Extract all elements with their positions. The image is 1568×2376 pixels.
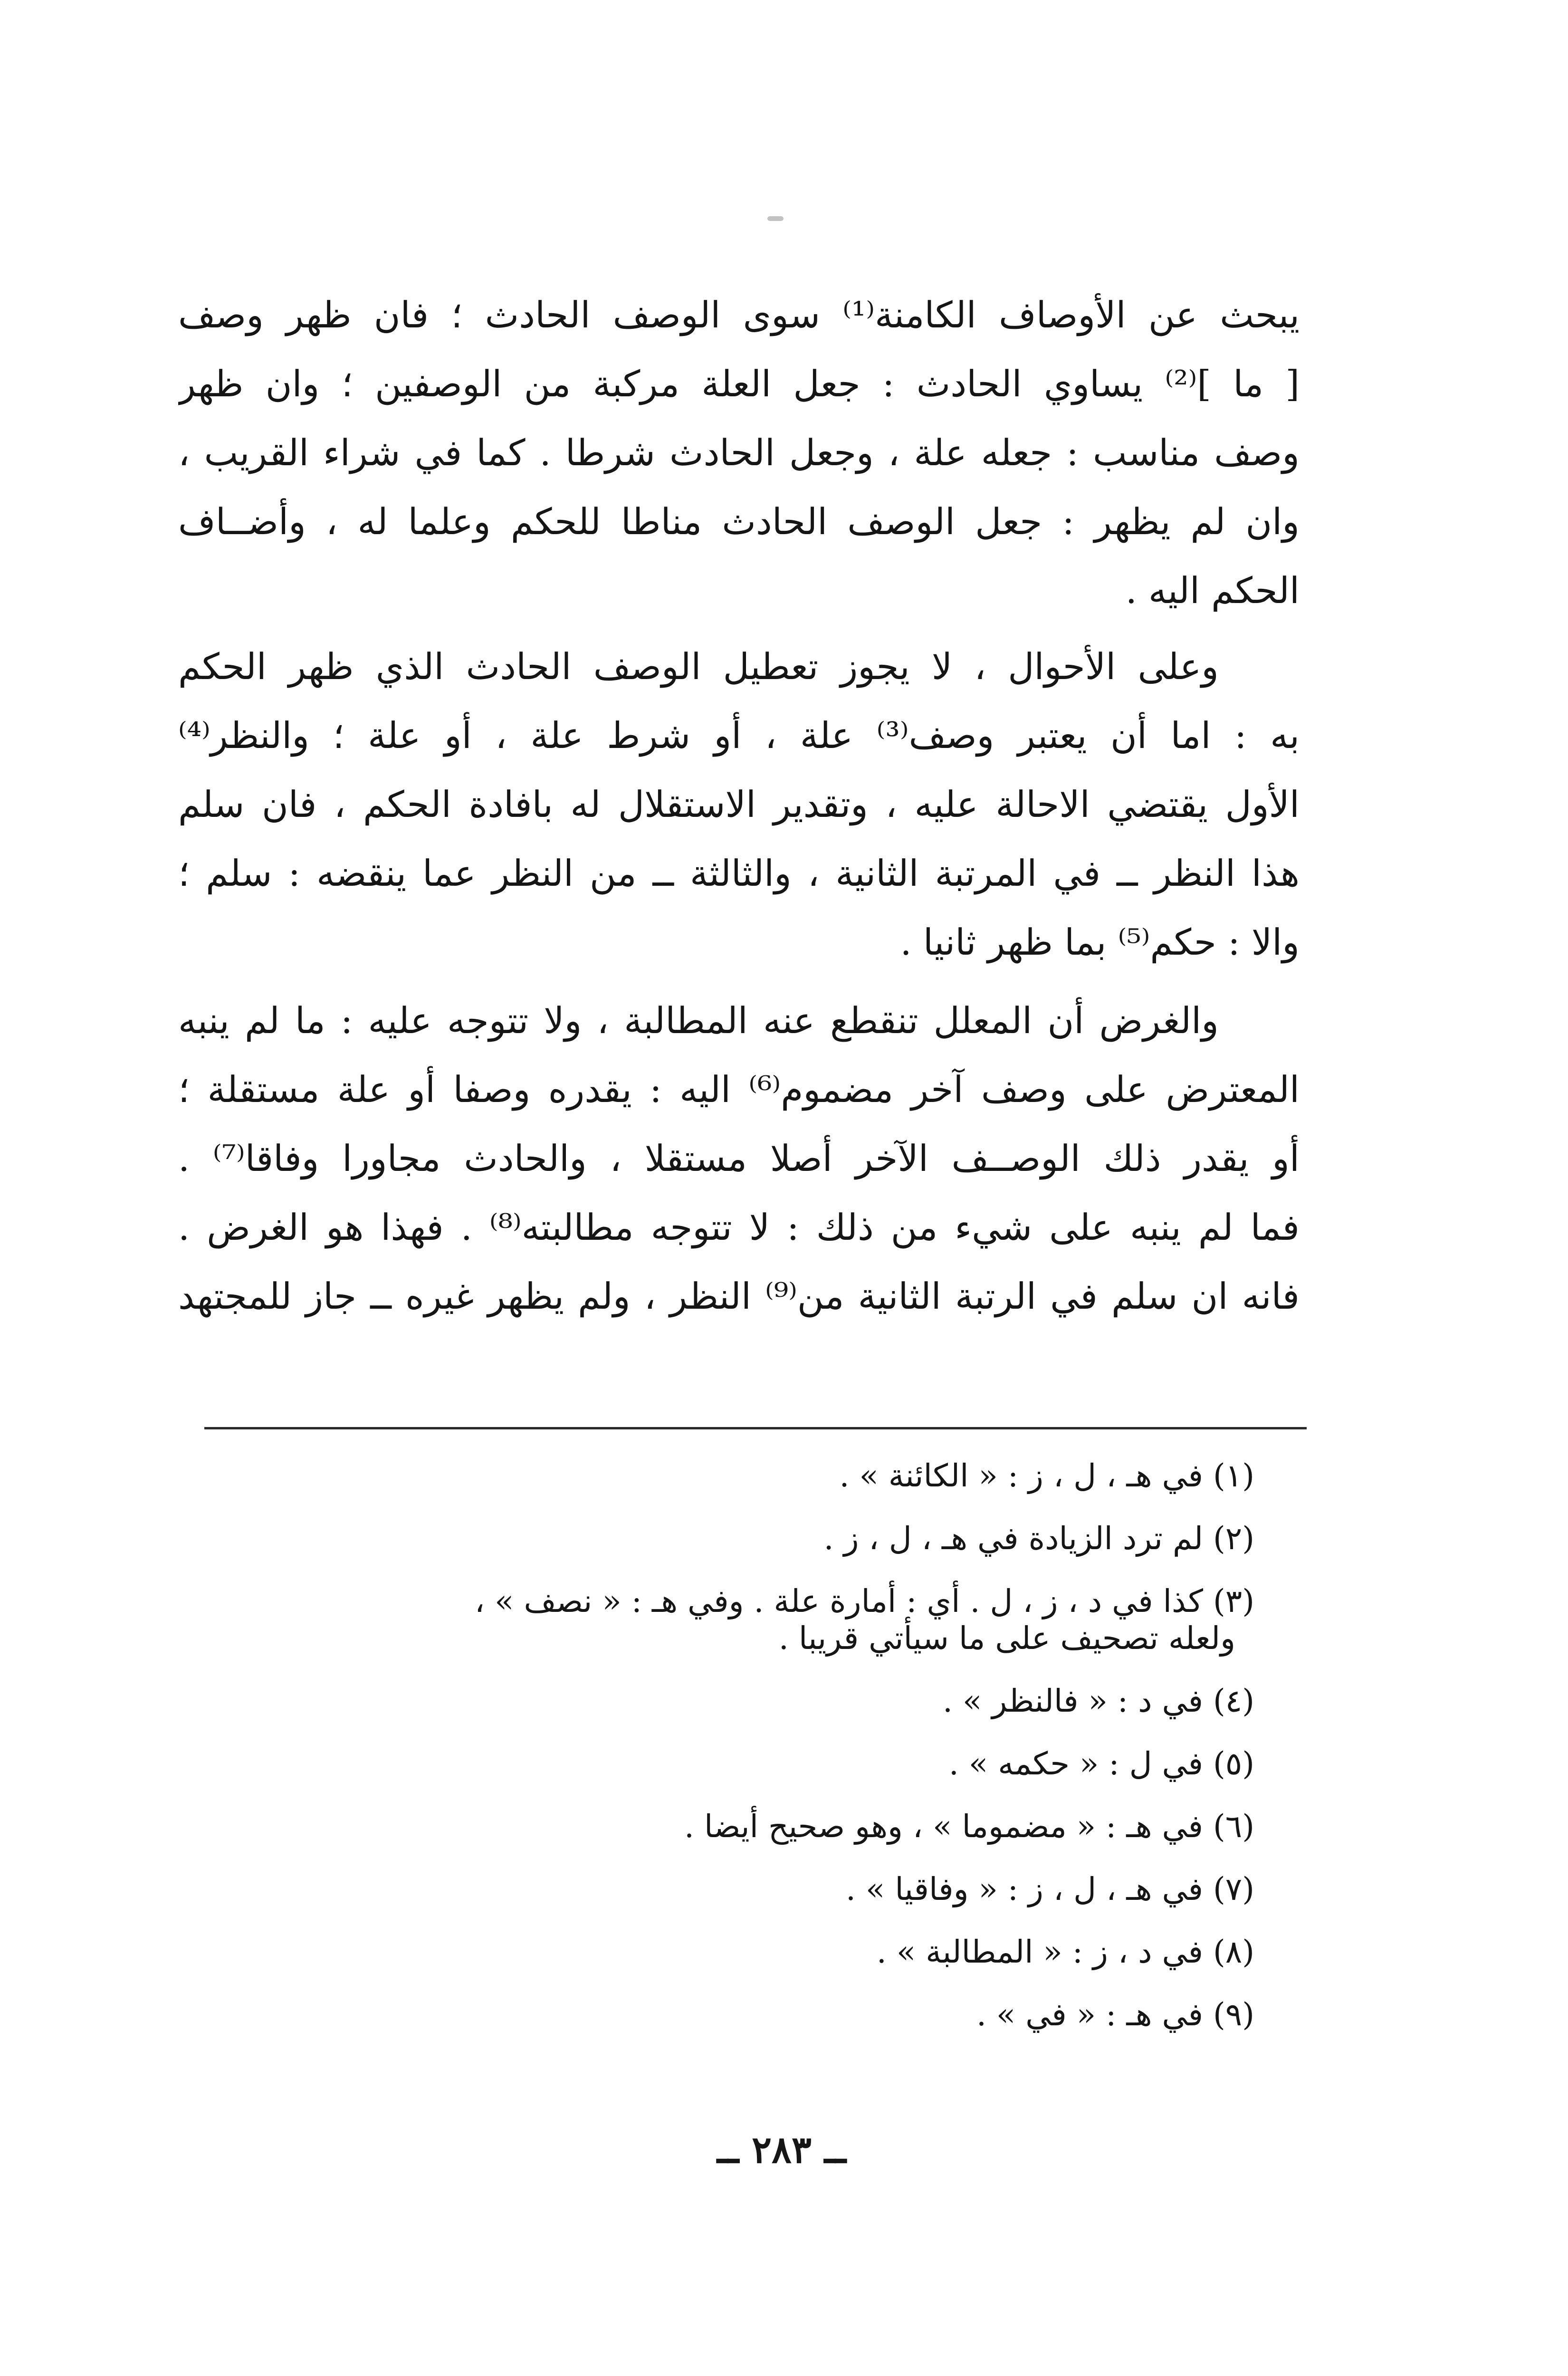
- footnote-divider: [204, 1427, 1307, 1429]
- text-line: وان لم يظهر : جعل الوصف الحادث مناطا للحكم وعلما له ، وأضــاف: [178, 500, 1300, 543]
- footnote: (٨) في د ، ز : « المطالبة » .: [876, 1934, 1254, 1970]
- footnotes: [190, 1445, 1254, 2046]
- text-line: الأول يقتضي الاحالة عليه ، وتقدير الاستقلال له بافادة الحكم ، فان سلم: [178, 783, 1300, 825]
- main-text: [178, 280, 1300, 1333]
- page-number: ــ ٢٨٣ ــ: [717, 2128, 846, 2172]
- paragraph-3: [178, 986, 1300, 1333]
- text-line: فما لم ينبه على شيء من ذلك : لا تتوجه مطالبته⁽⁸⁾ . فهذا هو الغرض .: [178, 1206, 1300, 1248]
- paragraph-1: [178, 280, 1300, 632]
- text-line: وعلى الأحوال ، لا يجوز تعطيل الوصف الحادث الذي ظهر الحكم: [178, 645, 1219, 688]
- text-line: الحكم اليه .: [1125, 569, 1300, 612]
- ink-speck: [767, 216, 784, 221]
- text-line: فانه ان سلم في الرتبة الثانية من⁽⁹⁾ النظر ، ولم يظهر غيره ــ جاز للمجتهد: [178, 1275, 1300, 1317]
- text-line: أو يقدر ذلك الوصــف الآخر أصلا مستقلا ، والحادث مجاورا وفاقا⁽⁷⁾ .: [178, 1137, 1300, 1179]
- text-line: والا : حكم⁽⁵⁾ بما ظهر ثانيا .: [900, 921, 1300, 963]
- text-line: وصف مناسب : جعله علة ، وجعل الحادث شرطا . كما في شراء القريب ،: [178, 431, 1300, 474]
- footnote: (٥) في ل : « حكمه » .: [948, 1745, 1254, 1782]
- footnote: (٦) في هـ : « مضموما » ، وهو صحيح أيضا .: [684, 1808, 1254, 1845]
- footnote: (٢) لم ترد الزيادة في هـ ، ل ، ز .: [823, 1520, 1254, 1557]
- footnote-continuation: ولعله تصحيف على ما سيأتي قريبا .: [778, 1620, 1235, 1657]
- footnote: (٤) في د : « فالنظر » .: [943, 1683, 1254, 1719]
- text-line: به : اما أن يعتبر وصف⁽³⁾ علة ، أو شرط علة ، أو علة ؛ والنظر⁽⁴⁾: [178, 714, 1300, 757]
- text-line: يبحث عن الأوصاف الكامنة⁽¹⁾ سوى الوصف الحادث ؛ فان ظهر وصف: [178, 294, 1300, 336]
- text-line: [ ما ]⁽²⁾ يساوي الحادث : جعل العلة مركبة من الوصفين ؛ وان ظهر: [178, 363, 1300, 405]
- footnote: (٣) كذا في د ، ز ، ل . أي : أمارة علة . وفي هـ : « نصف » ،: [474, 1583, 1254, 1619]
- footnote: (٩) في هـ : « في » .: [976, 1996, 1254, 2033]
- paragraph-2: [178, 632, 1300, 986]
- text-line: والغرض أن المعلل تنقطع عنه المطالبة ، ولا تتوجه عليه : ما لم ينبه: [178, 999, 1219, 1042]
- footnote: (٧) في هـ ، ل ، ز : « وفاقيا » .: [846, 1871, 1254, 1907]
- footnote: (١) في هـ ، ل ، ز : « الكائنة » .: [839, 1457, 1254, 1494]
- text-line: المعترض على وصف آخر مضموم⁽⁶⁾ اليه : يقدره وصفا أو علة مستقلة ؛: [178, 1068, 1300, 1111]
- text-line: هذا النظر ــ في المرتبة الثانية ، والثالثة ــ من النظر عما ينقضه : سلم ؛: [178, 852, 1300, 894]
